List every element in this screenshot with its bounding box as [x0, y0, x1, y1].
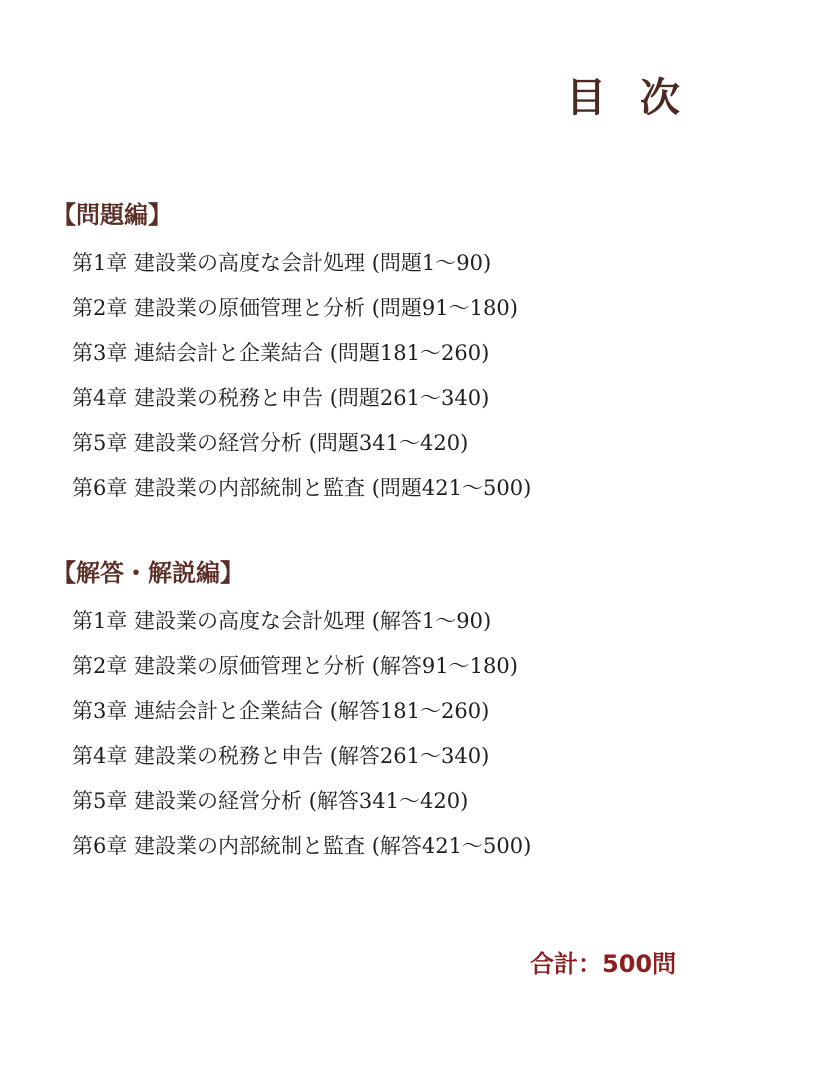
problems-chapter-1: 第1章 建設業の高度な会計処理 (問題1～90) [72, 251, 492, 275]
answers-heading: 【解答・解説編】 [52, 559, 244, 587]
answers-chapter-1: 第1章 建設業の高度な会計処理 (解答1～90) [72, 609, 492, 633]
problems-chapter-6: 第6章 建設業の内部統制と監査 (問題421～500) [72, 476, 532, 500]
answers-chapter-5: 第5章 建設業の経営分析 (解答341～420) [72, 789, 469, 813]
answers-chapter-2: 第2章 建設業の原価管理と分析 (解答91～180) [72, 654, 518, 678]
problems-chapter-3: 第3章 連結会計と企業結合 (問題181～260) [72, 341, 490, 365]
answers-chapter-6: 第6章 建設業の内部統制と監査 (解答421～500) [72, 834, 532, 858]
answers-chapter-3: 第3章 連結会計と企業結合 (解答181～260) [72, 699, 490, 723]
answers-chapter-4: 第4章 建設業の税務と申告 (解答261～340) [72, 744, 490, 768]
problems-section [52, 198, 531, 514]
answers-section [52, 556, 531, 872]
problems-chapter-4: 第4章 建設業の税務と申告 (問題261～340) [72, 386, 490, 410]
problems-chapter-5: 第5章 建設業の経営分析 (問題341～420) [72, 431, 469, 455]
problems-chapter-2: 第2章 建設業の原価管理と分析 (問題91～180) [72, 296, 518, 320]
problems-heading: 【問題編】 [52, 201, 172, 229]
page-title: 目 次 [566, 75, 690, 121]
total-count: 合計：500問 [530, 950, 677, 978]
problems-chapter-list [52, 244, 531, 514]
answers-chapter-list [52, 602, 531, 872]
